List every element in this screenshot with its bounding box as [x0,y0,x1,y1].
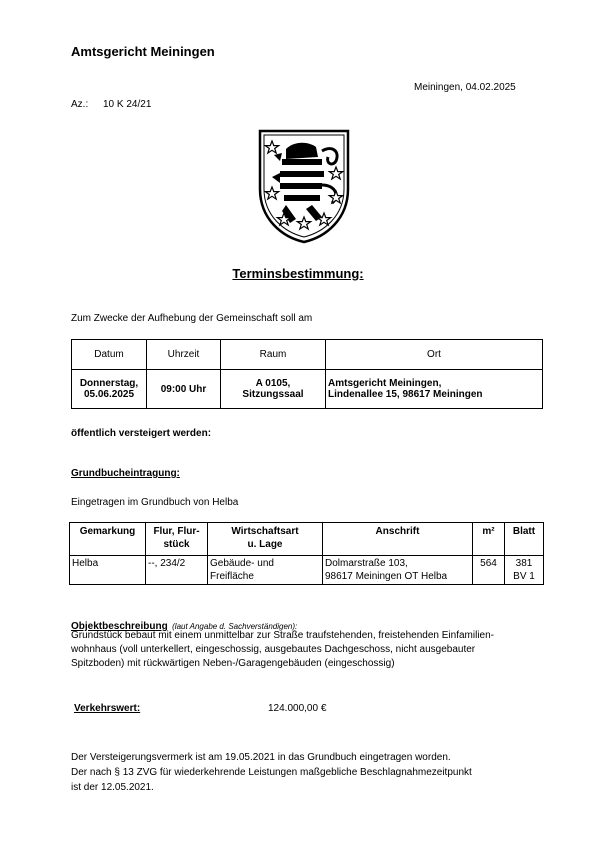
thuringia-coat-of-arms-icon [256,127,352,245]
appointment-room [221,370,326,409]
cell-anschrift-line2: 98617 Meiningen OT Helba [325,571,448,582]
room-name: Sitzungssaal [242,389,304,400]
table-row [70,556,544,585]
cell-blatt-line1: 381 [515,558,533,569]
cell-qm: 564 [473,556,505,585]
appointment-date [72,370,147,409]
cell-blatt [505,556,544,585]
room-number: A 0105, [255,378,291,389]
object-heading: Objektbeschreibung [71,621,168,632]
document-title: Terminsbestimmung: [232,266,364,281]
market-value: 124.000,00 € [268,703,327,714]
land-register-heading: Grundbucheintragung: [71,468,180,479]
header-blatt: Blatt [505,523,544,556]
footer-line: Der Versteigerungsvermerk ist am 19.05.2021 in das Grundbuch eingetragen worden. [71,752,451,763]
header-wirtschaft-line1: Wirtschaftsart [231,526,299,537]
object-note: (laut Angabe d. Sachverständigen): [172,622,298,631]
place-address: Lindenallee 15, 98617 Meiningen [328,389,483,400]
header-qm: m² [473,523,505,556]
object-description [71,629,546,671]
appointment-table [71,339,543,409]
date-weekday: Donnerstag, [79,378,139,389]
header-time: Uhrzeit [147,340,221,370]
market-value-label: Verkehrswert: [74,703,141,714]
footer-text [71,750,551,795]
auction-text: öffentlich versteigert werden: [71,428,212,439]
header-flur-line1: Flur, Flur- [153,526,200,537]
intro-text: Zum Zwecke der Aufhebung der Gemeinschaft soll am [71,313,313,324]
cell-wirtschaft-line2: Freifläche [210,571,254,582]
table-header-row [72,340,543,370]
cell-wirtschaftsart [208,556,323,585]
footer-line: Der nach § 13 ZVG für wiederkehrende Leistungen maßgebliche Beschlagnahmezeitpunkt [71,767,472,778]
header-wirtschaftsart [208,523,323,556]
file-number: 10 K 24/21 [103,99,152,110]
date-value: 05.06.2025 [83,389,135,400]
header-date: Datum [72,340,147,370]
place-name: Amtsgericht Meiningen, [328,378,442,389]
header-wirtschaft-line2: u. Lage [247,539,283,550]
table-row [72,370,543,409]
land-register-text: Eingetragen im Grundbuch von Helba [71,497,239,508]
footer-line: ist der 12.05.2021. [71,782,154,793]
object-line: Spitzboden) mit rückwärtigen Neben-/Garagengebäuden (eingeschossig) [71,658,395,669]
header-place: Ort [326,340,543,370]
header-anschrift: Anschrift [323,523,473,556]
place-date: Meiningen, 04.02.2025 [414,82,516,93]
cell-anschrift-line1: Dolmarstraße 103, [325,558,408,569]
header-flur-line2: stück [163,539,190,550]
object-line: Grundstück bebaut mit einem unmittelbar zur Straße traufstehenden, freistehenden Einfamilien- [71,630,494,641]
appointment-time: 09:00 Uhr [147,370,221,409]
file-number-label: Az.: [71,99,89,110]
land-register-table [69,522,544,585]
header-room: Raum [221,340,326,370]
header-gemarkung: Gemarkung [70,523,146,556]
cell-blatt-line2: BV 1 [513,571,535,582]
header-flur [146,523,208,556]
cell-gemarkung: Helba [70,556,146,585]
cell-anschrift [323,556,473,585]
table-header-row [70,523,544,556]
court-name: Amtsgericht Meiningen [71,44,215,59]
cell-flur: --, 234/2 [146,556,208,585]
appointment-place [326,370,543,409]
object-line: wohnhaus (voll unterkellert, eingeschossig, ausgebautes Dachgeschoss, nicht ausgebauter [71,644,476,655]
cell-wirtschaft-line1: Gebäude- und [210,558,274,569]
